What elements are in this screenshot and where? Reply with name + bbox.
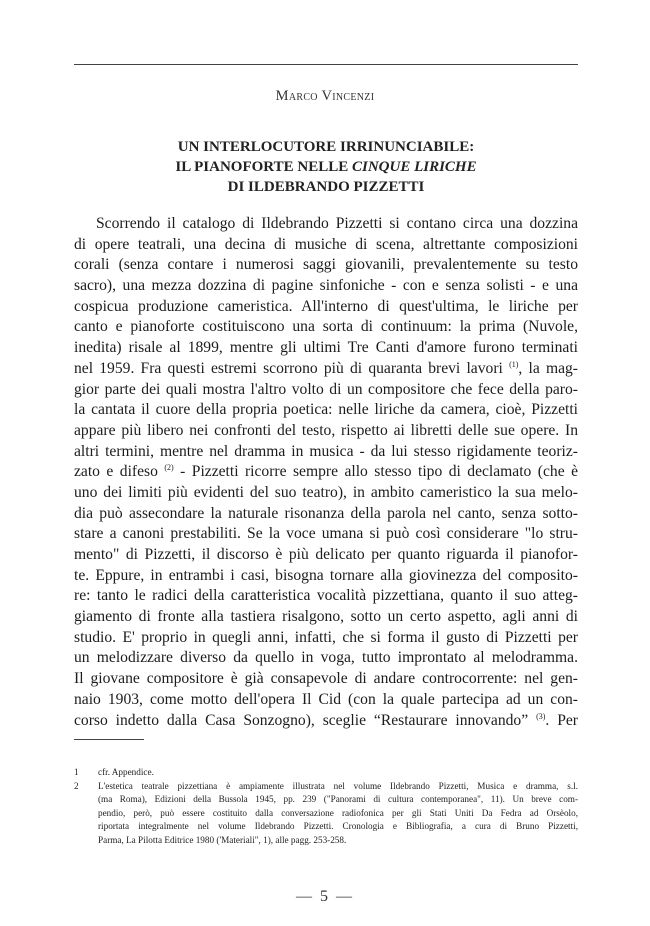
- body-line-with-ref: [74, 359, 578, 380]
- footnote-text: [98, 766, 578, 780]
- body-line-tail: . Per: [545, 711, 578, 729]
- body-line: gior parte dei quali mostra l'altro volto di un compositore che fece della paro-: [74, 380, 578, 398]
- running-head-author: Marco Vincenzi: [275, 88, 375, 104]
- footnote-line: Parma, La Pilotta Editrice 1980 ('Materiali", 1), alle pagg. 253-258.: [98, 834, 347, 845]
- body-line: la cantata il cuore della propria poetica: nelle liriche da camera, cioè, Pizzetti: [74, 401, 578, 419]
- body-line-text: zato e difeso: [74, 463, 158, 481]
- body-paragraph: [74, 214, 578, 731]
- body-line: appare più libero nei confronti del testo, rispetto ai libretti delle sue opere. In: [74, 421, 578, 439]
- body-line: studio. E' proprio in quegli anni, infatti, che si forma il gusto di Pizzetti per: [74, 628, 578, 646]
- footnote-1: [74, 766, 578, 780]
- footnote-ref-3: (3): [536, 711, 546, 721]
- footnote-2: [74, 780, 578, 848]
- title-line-2-text: IL PIANOFORTE NELLE: [175, 159, 352, 175]
- body-line-tail: , la mag-: [518, 359, 578, 377]
- body-line-tail: - Pizzetti ricorre sempre allo stesso tipo di declamato (che è: [173, 463, 578, 481]
- footnote-number: 2: [74, 780, 79, 791]
- body-line-text: corso indetto dalla Casa Sonzogno), sceglie “Restaurare innovando”: [74, 711, 529, 729]
- footnote-ref-1: (1): [509, 359, 519, 369]
- body-line: canto e pianoforte costituiscono una sorta di continuum: la prima (Nuvole,: [74, 318, 578, 336]
- body-line-with-ref: [74, 711, 578, 732]
- body-line-with-ref: [74, 462, 578, 483]
- footnotes: [74, 766, 578, 848]
- body-line: mento" di Pizzetti, il discorso è più delicato per quanto riguarda il pianofor-: [74, 546, 578, 563]
- page-number: — 5 —: [296, 888, 354, 905]
- body-line: altri termini, mentre nel dramma in musica - da lui stesso rigidamente teoriz-: [74, 442, 578, 460]
- title-line-3: DI ILDEBRANDO PIZZETTI: [227, 179, 425, 195]
- article-title: [74, 137, 578, 197]
- body-line-text: nel 1959. Fra questi estremi scorrono più di quaranta brevi lavori: [74, 359, 503, 377]
- title-line-1: UN INTERLOCUTORE IRRINUNCIABILE:: [177, 139, 475, 155]
- footnote-line: pendio, però, può essere costituito dalla conversazione radiofonica per gli Stati Uniti Da Fedra ad Orsèolo,: [98, 807, 578, 818]
- body-line: cospicua produzione cameristica. All'interno di quest'ultima, le liriche per: [74, 297, 578, 315]
- body-line: inedita) risale al 1899, mentre gli ultimi Tre Canti d'amore furono terminati: [74, 339, 578, 357]
- footnote-line: (ma Roma), Edizioni della Bussola 1945, pp. 239 ("Panorami di cultura contemporanea", 11). Un breve com-: [98, 794, 578, 805]
- body-line: re: tanto le radici della caratteristica vocalità pizzettiana, quanto il suo atteg-: [74, 587, 578, 605]
- body-line: sacro), una mezza dozzina di pagine sinfoniche - con e senza solisti - e una: [74, 277, 578, 295]
- body-line: di opere teatrali, una decina di musiche di scena, altrettante composizioni: [74, 235, 578, 253]
- title-line-2-italic: CINQUE LIRICHE: [351, 159, 477, 175]
- body-line: Il giovane compositore è già consapevole di andare controcorrente: nel gen-: [74, 670, 578, 688]
- title-line-2: [74, 157, 578, 177]
- footnote-line: cfr. Appendice.: [98, 767, 154, 777]
- body-line: corali (senza contare i numerosi saggi giovanili, prevalentemente su testo: [74, 256, 578, 274]
- body-line: naio 1903, come motto dell'opera Il Cid (con la quale partecipa ad un con-: [74, 690, 578, 708]
- footnote-text: [98, 780, 578, 848]
- header-rule: [74, 64, 578, 65]
- body-line: giamento di fronte alla tastiera risalgono, sotto un certo aspetto, agli anni di: [74, 608, 578, 626]
- footnote-line: riportata integralmente nel volume Ildebrando Pizzetti. Cronologia e Bibliografia, a cura di Bruno Pizzetti,: [98, 821, 578, 832]
- footnote-rule: [74, 739, 144, 740]
- body-line: Scorrendo il catalogo di Ildebrando Pizzetti si contano circa una dozzina: [96, 215, 578, 232]
- footnote-ref-2: (2): [164, 463, 174, 473]
- body-line: dia può assecondare la naturale risonanza della parola nel canto, senza sotto-: [74, 504, 578, 522]
- footnote-line: L'estetica teatrale pizzettiana è ampiamente illustrata nel volume Ildebrando Pizzetti, Musica e dramma, s.l.: [98, 780, 578, 791]
- body-line: te. Eppure, in entrambi i casi, bisogna tornare alla giovinezza del composito-: [74, 566, 578, 584]
- footnote-number: 1: [74, 767, 79, 777]
- body-line: un melodizzare diverso da quello in voga, tutto improntato al melodramma.: [74, 649, 578, 667]
- body-line: stare a canoni prestabiliti. Se la voce umana si può così considerare "lo stru-: [74, 525, 578, 543]
- body-line: uno dei limiti più evidenti del suo teatro), in ambito cameristico la sua melo-: [74, 483, 578, 501]
